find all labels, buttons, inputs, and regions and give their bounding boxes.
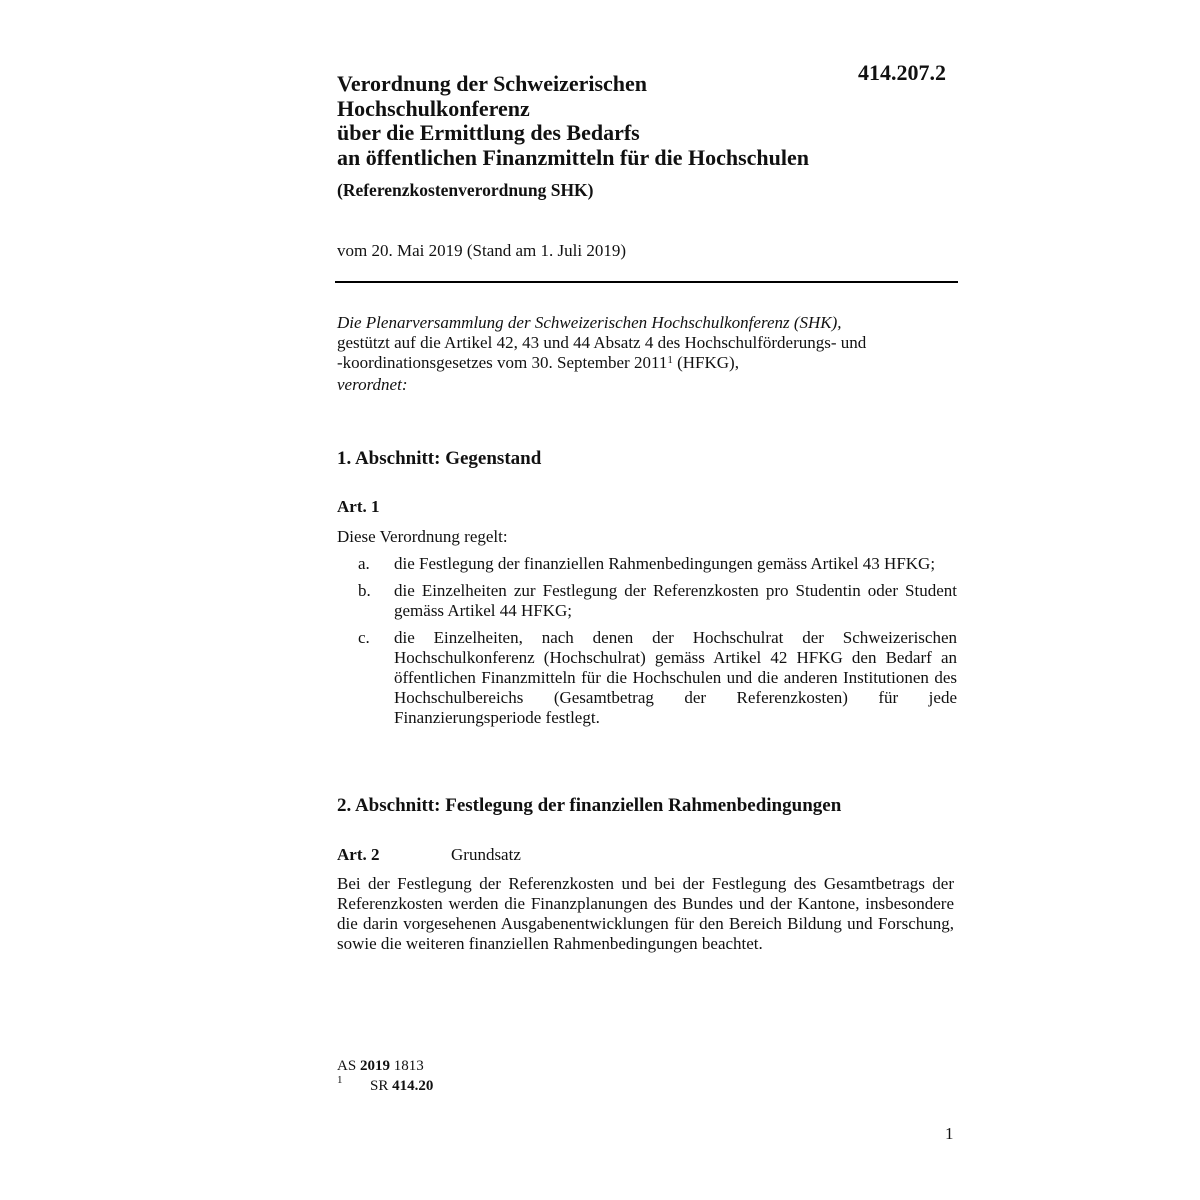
list-item-text: die Einzelheiten, nach denen der Hochschulrat der Schweizerischen Hochschulkonferenz (Hochschulrat) gemäss Artikel 42 HFKG den Bedarf an öffentlichen Finanzmitteln für die Hochschulen und die anderen Institutionen des Hochschulbereichs (Gesamtbetrag der Referenzkosten) für jede Finanzierungsperiode festlegt. [394,628,957,727]
footnote-mark: 1 [337,1074,343,1086]
date-line: vom 20. Mai 2019 (Stand am 1. Juli 2019) [337,241,626,260]
preamble-basis-line [337,353,957,375]
official-collection-note [337,1058,424,1075]
article-2-title: Grundsatz [451,845,521,864]
preamble-basis-text: (HFKG), [672,353,739,372]
title-line: an öffentlichen Finanzmitteln für die Hochschulen [337,144,809,170]
list-item-text: die Festlegung der finanziellen Rahmenbedingungen gemäss Artikel 43 HFKG; [394,554,936,573]
as-prefix: AS [337,1058,360,1074]
section-2-heading: 2. Abschnitt: Festlegung der finanziellen Rahmenbedingungen [337,795,842,816]
footnote-sr-prefix: SR [370,1078,393,1094]
document-title [337,72,897,170]
list-item-mark: a. [358,554,370,573]
title-line: Verordnung der Schweizerischen [337,71,648,96]
preamble-decree: verordnet: [337,375,408,394]
as-page: 1813 [389,1058,424,1074]
short-title: (Referenzkostenverordnung SHK) [337,180,594,200]
title-line: Hochschulkonferenz [337,95,530,121]
list-item [337,628,957,728]
title-line: über die Ermittlung des Bedarfs [337,120,640,145]
list-item-mark: c. [358,628,370,647]
article-2-label: Art. 2 [337,845,380,864]
list-item-text: die Einzelheiten zur Festlegung der Referenzkosten pro Studentin oder Student gemäss Artikel 44 HFKG; [394,581,957,620]
page-number: 1 [945,1124,954,1143]
article-1-intro: Diese Verordnung regelt: [337,527,508,546]
footnote-sr-ref[interactable]: 414.20 [392,1078,434,1094]
footnote [337,1074,434,1095]
section-1-heading: 1. Abschnitt: Gegenstand [337,448,542,469]
footnote-reference[interactable]: 1 [667,354,673,366]
preamble-issuer: Die Plenarversammlung der Schweizerischen Hochschulkonferenz (SHK), [337,313,842,332]
list-item [337,554,957,574]
sr-number: 414.207.2 [858,60,946,85]
list-item-mark: b. [358,581,371,600]
list-item [337,581,957,621]
article-1-label: Art. 1 [337,497,380,516]
preamble-basis-text: -koordinationsgesetzes vom 30. September 2011 [337,353,668,372]
as-year: 2019 [359,1058,390,1074]
preamble [337,313,957,395]
article-2-text: Bei der Festlegung der Referenzkosten und bei der Festlegung des Gesamtbetrags der Referenzkosten werden die Finanzplanungen des Bundes und der Kantone, insbesondere die darin vorgesehenen Ausgabenentwicklungen für den Bereich Bildung und Forschung, sowie die weiteren finanziellen Rahmenbedingungen beachtet. [337,874,954,953]
title-divider [335,281,958,283]
article-1-list [337,554,957,735]
preamble-basis-line: gestützt auf die Artikel 42, 43 und 44 Absatz 4 des Hochschulförderungs- und [337,333,867,352]
